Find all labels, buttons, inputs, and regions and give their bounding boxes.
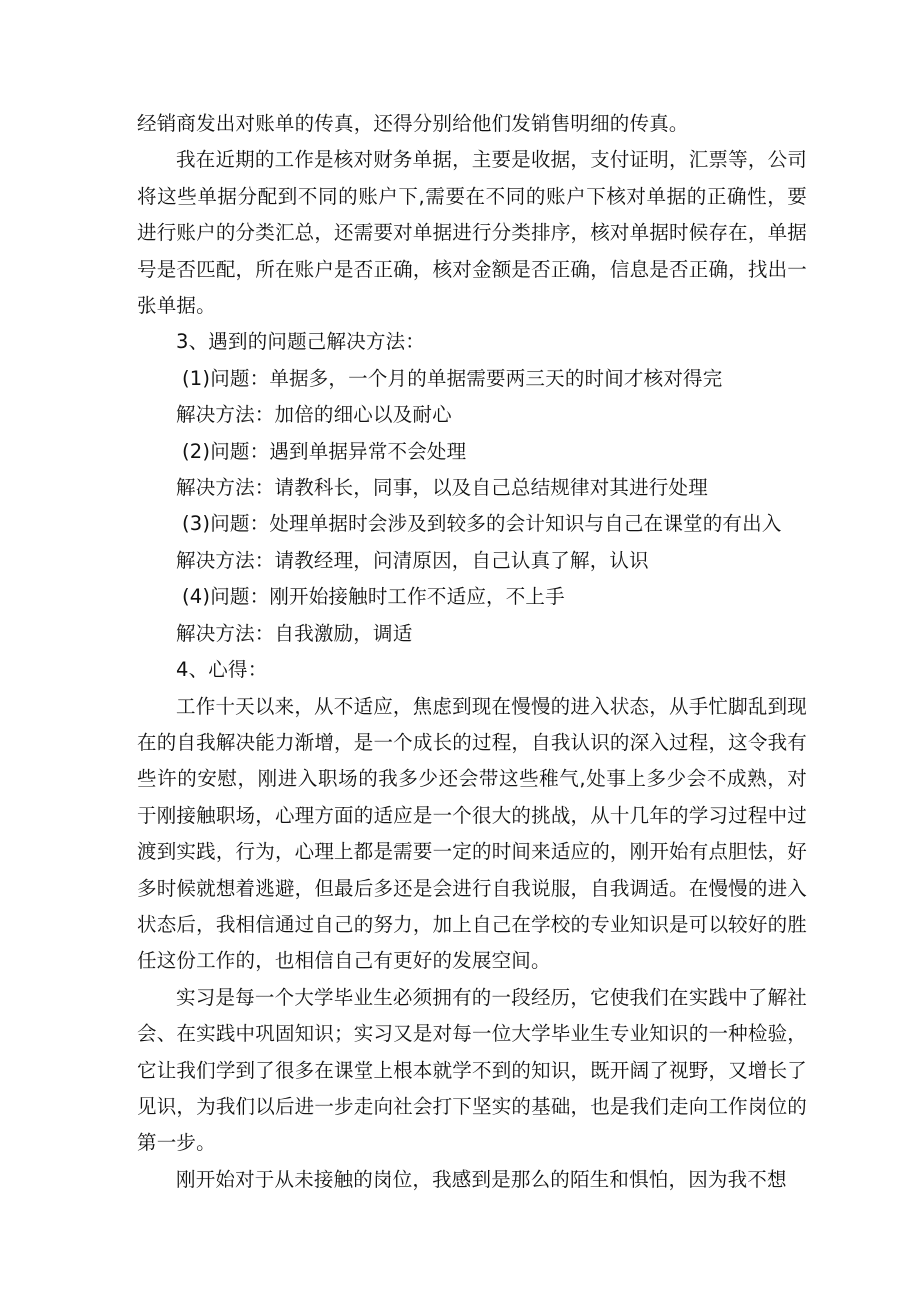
problem-item-1: (1)问题：单据多，一个月的单据需要两三天的时间才核对得完 [182,366,723,390]
solution-item-1: 解决方法：加倍的细心以及耐心 [176,403,452,427]
paragraph-beginning: 刚开始对于从未接触的岗位，我感到是那么的陌生和惧怕，因为我不想 [176,1167,787,1191]
paragraph-continuation: 经销商发出对账单的传真，还得分别给他们发销售明细的传真。 [137,112,689,135]
paragraph-internship: 实习是每一个大学毕业生必须拥有的一段经历，它使我们在实践中了解社会、在实践中巩固知识；实习又是对每一位大学毕业生专业知识的一种检验，它让我们学到了很多在课堂上根本就学不到的知识，既开阔了视野，又增长了见识，为我们以后进一步走向社会打下坚实的基础，也是我们走向工作岗位的第一步。 [137,985,807,1155]
solution-item-4: 解决方法：自我激励，调适 [176,621,413,645]
solution-item-2: 解决方法：请教科长，同事，以及自己总结规律对其进行处理 [176,476,708,500]
section-heading-reflections: 4、心得： [176,658,268,682]
problem-item-3: (3)问题：处理单据时会涉及到较多的会计知识与自己在课堂的有出入 [182,512,782,536]
paragraph-reflection: 工作十天以来，从不适应，焦虑到现在慢慢的进入状态，从手忙脚乱到现在的自我解决能力渐增，是一个成长的过程，自我认识的深入过程，这令我有些许的安慰，刚进入职场的我多少还会带这些稚气,处事上多少会不成熟，对于刚接触职场，心理方面的适应是一个很大的挑战，从十几年的学习过程中过渡到实践，行为，心理上都是需要一定的时间来适应的，刚开始有点胆怯，好多时候就想着逃避，但最后多还是会进行自我说服，自我调适。在慢慢的进入状态后，我相信通过自己的努力，加上自己在学校的专业知识是可以较好的胜任这份工作的，也相信自己有更好的发展空间。 [137,694,807,973]
problem-item-4: (4)问题：刚开始接触时工作不适应，不上手 [182,585,565,609]
paragraph-work-description: 我在近期的工作是核对财务单据，主要是收据，支付证明，汇票等，公司将这些单据分配到不同的账户下,需要在不同的账户下核对单据的正确性，要进行账户的分类汇总，还需要对单据进行分类排序，核对单据时候存在，单据号是否匹配，所在账户是否正确，核对金额是否正确，信息是否正确，找出一张单据。 [137,148,807,318]
document-body [137,106,807,1198]
section-heading-problems: 3、遇到的问题己解决方法： [176,330,426,354]
solution-item-3: 解决方法：请教经理，问清原因，自己认真了解，认识 [176,548,649,572]
problem-item-2: (2)问题：遇到单据异常不会处理 [182,439,467,463]
